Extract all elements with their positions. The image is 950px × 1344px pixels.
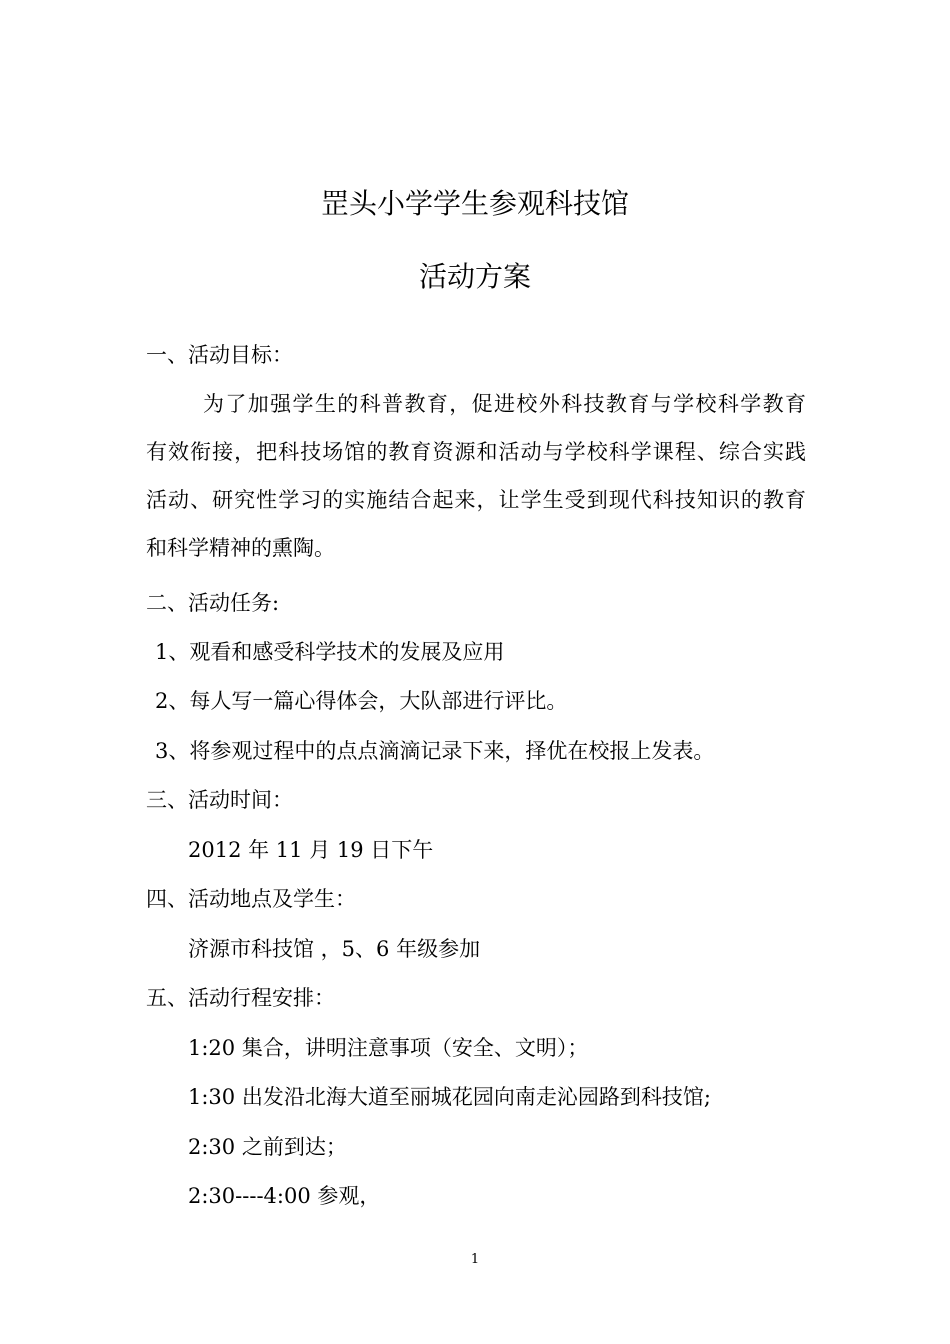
schedule-item: 1:30 出发沿北海大道至丽城花园向南走沁园路到科技馆; xyxy=(188,1085,711,1109)
section-heading-schedule: 五、活动行程安排： xyxy=(146,986,335,1010)
schedule-item: 1:20 集合，讲明注意事项（安全、文明）； xyxy=(188,1036,589,1060)
activity-date: 2012 年 11 月 19 日下午 xyxy=(188,838,434,862)
task-item: 3、将参观过程中的点点滴滴记录下来，择优在校报上发表。 xyxy=(155,739,715,763)
section-heading-goal: 一、活动目标： xyxy=(146,343,293,367)
paragraph-line: 为了加强学生的科普教育，促进校外科技教育与学校科学教育 xyxy=(203,392,806,416)
document-title: 罡头小学学生参观科技馆 xyxy=(320,187,629,220)
activity-location: 济源市科技馆 ，5、6 年级参加 xyxy=(188,937,481,961)
section-heading-time: 三、活动时间： xyxy=(146,788,293,812)
section-heading-location: 四、活动地点及学生： xyxy=(146,887,356,911)
page-number: 1 xyxy=(470,1252,480,1267)
schedule-item: 2:30 之前到达； xyxy=(188,1135,347,1159)
task-item: 2、每人写一篇心得体会，大队部进行评比。 xyxy=(155,689,568,713)
section-heading-tasks: 二、活动任务: xyxy=(146,591,280,615)
schedule-item: 2:30----4:00 参观， xyxy=(188,1184,381,1208)
document-subtitle: 活动方案 xyxy=(418,260,531,293)
task-item: 1、观看和感受科学技术的发展及应用 xyxy=(155,640,505,664)
goal-paragraph xyxy=(146,389,806,581)
paragraph-line: 有效衔接，把科技场馆的教育资源和活动与学校科学课程、综合实践 xyxy=(146,440,806,464)
paragraph-line: 和科学精神的熏陶。 xyxy=(146,536,335,560)
paragraph-line: 活动、研究性学习的实施结合起来，让学生受到现代科技知识的教育 xyxy=(146,488,806,512)
